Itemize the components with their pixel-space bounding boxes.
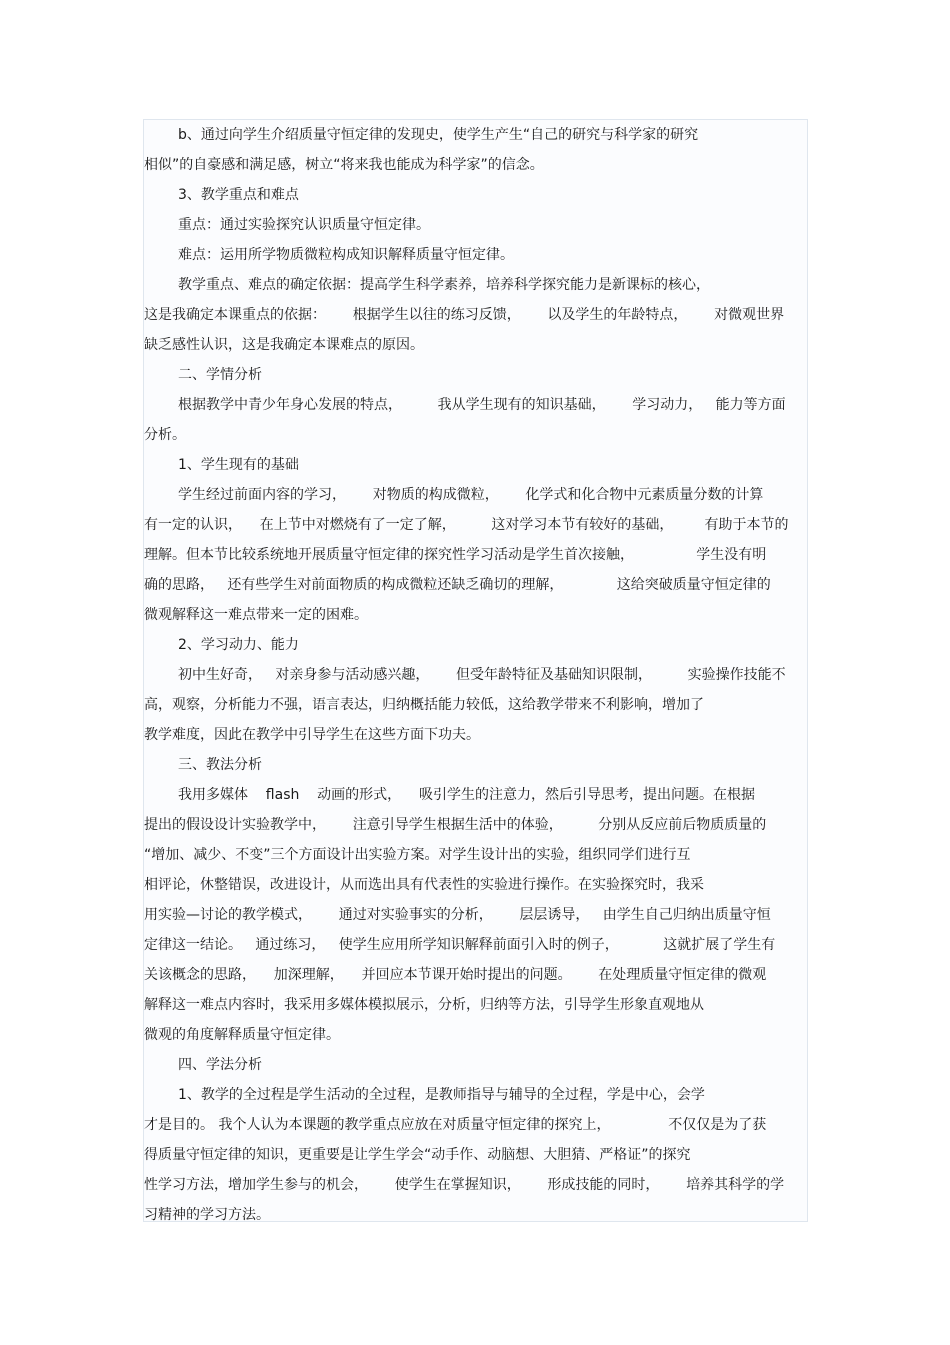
text-line: 三、教法分析: [178, 757, 262, 773]
text-line: 这是我确定本课重点的依据： 根据学生以往的练习反馈， 以及学生的年龄特点， 对微观世界: [144, 307, 785, 323]
text-line: 习精神的学习方法。: [144, 1207, 270, 1223]
text-line: 定律这一结论。 通过练习， 使学生应用所学知识解释前面引入时的例子， 这就扩展了学生有: [144, 937, 776, 953]
text-line: 四、学法分析: [178, 1057, 262, 1073]
text-line: 性学习方法，增加学生参与的机会， 使学生在掌握知识， 形成技能的同时， 培养其科学的学: [144, 1177, 785, 1193]
text-line: 缺乏感性认识，这是我确定本课难点的原因。: [144, 337, 424, 353]
text-line: 理解。但本节比较系统地开展质量守恒定律的探究性学习活动是学生首次接触， 学生没有明: [144, 547, 767, 563]
text-line: 高，观察，分析能力不强，语言表达，归纳概括能力较低，这给教学带来不利影响，增加了: [144, 697, 704, 713]
text-line: 教学难度，因此在教学中引导学生在这些方面下功夫。: [144, 727, 480, 743]
text-line: 微观的角度解释质量守恒定律。: [144, 1027, 340, 1043]
document-page: [143, 119, 808, 1222]
text-line: 确的思路， 还有些学生对前面物质的构成微粒还缺乏确切的理解， 这给突破质量守恒定律的: [144, 577, 771, 593]
text-line: 重点：通过实验探究认识质量守恒定律。: [178, 217, 430, 233]
text-line: 难点：运用所学物质微粒构成知识解释质量守恒定律。: [178, 247, 514, 263]
text-line: “增加、减少、不变”三个方面设计出实验方案。对学生设计出的实验，组织同学们进行互: [144, 847, 691, 863]
text-line: 才是目的。 我个人认为本课题的教学重点应放在对质量守恒定律的探究上， 不仅仅是为了获: [144, 1117, 767, 1133]
text-line: 关该概念的思路， 加深理解， 并回应本节课开始时提出的问题。 在处理质量守恒定律的微观: [144, 967, 767, 983]
text-line: 我用多媒体 flash 动画的形式， 吸引学生的注意力，然后引导思考，提出问题。在根据: [178, 787, 755, 803]
text-line: 学生经过前面内容的学习， 对物质的构成微粒， 化学式和化合物中元素质量分数的计算: [178, 487, 764, 503]
text-line: 二、学情分析: [178, 367, 262, 383]
text-line: 解释这一难点内容时，我采用多媒体模拟展示，分析，归纳等方法，引导学生形象直观地从: [144, 997, 704, 1013]
text-line: 分析。: [144, 427, 186, 443]
text-line: 初中生好奇， 对亲身参与活动感兴趣， 但受年龄特征及基础知识限制， 实验操作技能不: [178, 667, 786, 683]
text-line: b、通过向学生介绍质量守恒定律的发现史，使学生产生“自己的研究与科学家的研究: [178, 127, 699, 143]
text-line: 相似”的自豪感和满足感，树立“将来我也能成为科学家”的信念。: [144, 157, 544, 173]
text-line: 微观解释这一难点带来一定的困难。: [144, 607, 368, 623]
text-line: 有一定的认识， 在上节中对燃烧有了一定了解， 这对学习本节有较好的基础， 有助于本节的: [144, 517, 789, 533]
text-line: 1、教学的全过程是学生活动的全过程，是教师指导与辅导的全过程，学是中心，会学: [178, 1087, 705, 1103]
text-line: 得质量守恒定律的知识，更重要是让学生学会“动手作、动脑想、大胆猜、严格证”的探究: [144, 1147, 691, 1163]
text-line: 3、教学重点和难点: [178, 187, 299, 203]
text-line: 相评论，休整错误，改进设计，从而选出具有代表性的实验进行操作。在实验探究时，我采: [144, 877, 704, 893]
text-line: 1、学生现有的基础: [178, 457, 299, 473]
text-line: 根据教学中青少年身心发展的特点， 我从学生现有的知识基础， 学习动力， 能力等方面: [178, 397, 786, 413]
text-line: 提出的假设设计实验教学中， 注意引导学生根据生活中的体验， 分别从反应前后物质质量的: [144, 817, 767, 833]
text-line: 用实验—讨论的教学模式， 通过对实验事实的分析， 层层诱导， 由学生自己归纳出质量守恒: [144, 907, 771, 923]
text-line: 2、学习动力、能力: [178, 637, 299, 653]
text-line: 教学重点、难点的确定依据：提高学生科学素养，培养科学探究能力是新课标的核心，: [178, 277, 710, 293]
